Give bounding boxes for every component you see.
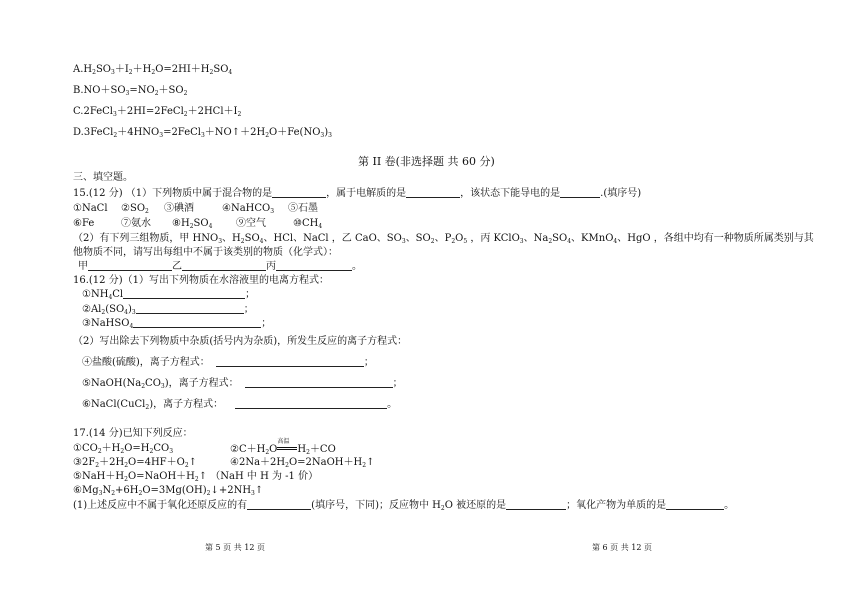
q15-line1: 15.(12 分) （1）下列物质中属于混合物的是 ，属于电解质的是 ，该状态下能导电的是 .(填序号): [73, 188, 642, 199]
option-d: $D.3FeCl_2+4HNO_3=2FeCl_3+NO↑+2H_2O+Fe(NO_3)_3$: [73, 127, 332, 139]
q17-reaction-6: $⑥Mg_3N_2+6H_2O=3Mg(OH)_2↓+2NH_3↑$: [73, 485, 264, 497]
answer-blank[interactable]: [123, 289, 245, 299]
answer-blank[interactable]: [136, 304, 244, 314]
q16-part2: （2）写出除去下列物质中杂质(括号内为杂质)，所发生反应的离子方程式：: [73, 336, 408, 347]
item-6: ⑥Fe: [73, 218, 95, 229]
page-footer-left: 第 5 页 共 12 页: [205, 543, 265, 552]
section-title: 第 II 卷(非选择题 共 60 分): [358, 155, 495, 168]
item-4: ④NaHCO$_3$: [222, 203, 275, 215]
q17-reaction-3: $③2F_2+2H_2O=4HF+O_2↑$: [73, 457, 198, 469]
q15-answer-line: 甲 乙 丙 。: [78, 261, 362, 272]
q16-remove-4: ④盐酸(硫酸)，离子方程式： ；: [82, 357, 374, 368]
q15-part2-line1: （2）有下列三组物质，甲 $HNO_3$、$H_2SO_4$、HCl、NaCl ，乙 CaO、$SO_3$、$SO_2$、$P_2O_5$ ，丙 KClO$_3$、$Na_2SO_4$、KMnO$_4$、HgO ，各组中均有一种物质所属类别与其: [73, 233, 814, 245]
answer-blank-jia[interactable]: [88, 261, 172, 271]
q16-remove-5: $⑤NaOH(Na_2CO_3)$，离子方程式： ；: [82, 378, 403, 390]
answer-blank[interactable]: [245, 378, 393, 388]
q17-reaction-5: $⑤NaH+H_2O=NaOH+H_2↑$ （NaH 中 H 为 -1 价）: [73, 471, 319, 483]
answer-blank[interactable]: [560, 188, 600, 198]
item-7: ⑦氨水: [121, 218, 151, 229]
q16-intro: 16.(12 分)（1）写出下列物质在水溶液里的电离方程式：: [73, 275, 329, 286]
q16-remove-6: ⑥NaCl(CuCl$_2$)，离子方程式： 。: [82, 399, 398, 411]
item-2: $②SO_2$: [121, 203, 149, 215]
answer-blank-yi[interactable]: [182, 261, 266, 271]
section-heading: 三、填空题。: [73, 172, 133, 183]
answer-blank[interactable]: [406, 188, 460, 198]
answer-blank-bing[interactable]: [276, 261, 352, 271]
item-8: $⑧H_2SO_4$: [172, 218, 213, 230]
page-footer-right: 第 6 页 共 12 页: [592, 543, 652, 552]
answer-blank[interactable]: [235, 399, 387, 409]
answer-blank[interactable]: [272, 188, 326, 198]
option-a: $A.H_2SO_3+I_2+H_2O=2HI+H_2SO_4$: [73, 64, 233, 76]
q16-ionize-2: $②Al_2(SO_4)_3$ ；: [82, 304, 254, 316]
q17-intro: 17.(14 分)已知下列反应：: [73, 428, 193, 439]
q17-reaction-2: $②C+H_2O$ 高温 $H_2+CO$: [230, 438, 336, 456]
answer-blank[interactable]: [506, 500, 566, 510]
q16-ionize-3: ③NaHSO$_4$ ；: [82, 318, 272, 330]
answer-blank[interactable]: [247, 500, 311, 510]
q17-question-1: (1)上述反应中不属于氧化还原反应的有 (填序号，下同)；反应物中 $H_2O$ 被还原的是 ；氧化产物为单质的是 。: [73, 500, 735, 512]
high-temp-condition: 高温: [277, 443, 297, 453]
q17-reaction-4: $④2Na+2H_2O=2NaOH+H_2↑$: [230, 457, 375, 469]
q15-part2-line2: 他物质不同，请写出每组中不属于该类别的物质（化学式）：: [73, 247, 338, 258]
answer-blank[interactable]: [216, 357, 364, 367]
option-c: $C.2FeCl_3+2HI=2FeCl_2+2HCl+I_2$: [73, 106, 242, 118]
item-10: $⑩CH_4$: [293, 218, 323, 230]
answer-blank[interactable]: [666, 500, 724, 510]
q16-ionize-1: $①NH_4Cl$ ；: [82, 289, 256, 301]
answer-blank[interactable]: [133, 318, 261, 328]
item-3: ③碘酒: [164, 203, 194, 214]
item-5: ⑤石墨: [288, 203, 318, 214]
q17-reaction-1: $①CO_2+H_2O=H_2CO_3$: [73, 443, 174, 455]
item-9: ⑨空气: [236, 218, 266, 229]
option-b: $B.NO+SO_3=NO_2+SO_2$: [73, 85, 188, 97]
item-1: ①NaCl: [73, 203, 108, 214]
